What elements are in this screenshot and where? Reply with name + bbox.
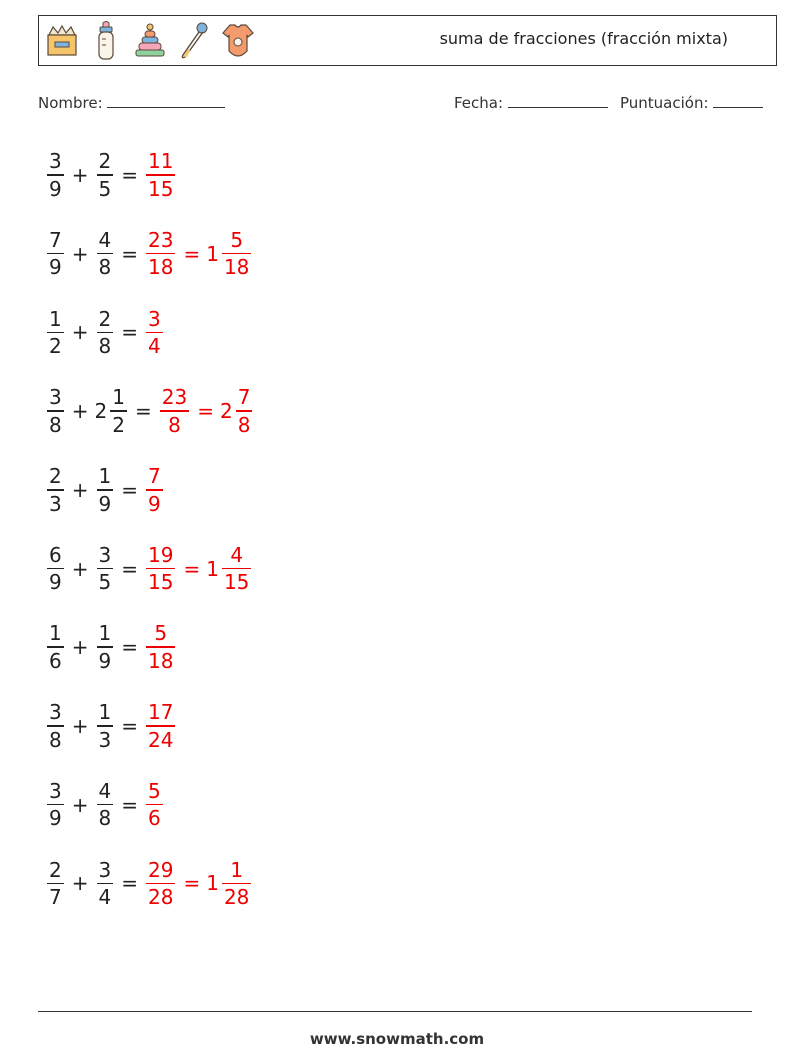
denominator: 9 [49,176,62,201]
denominator: 9 [49,806,62,831]
answer-fraction [146,466,163,514]
equals-sign: = [121,871,138,896]
equals-sign: = [183,241,201,266]
numerator: 23 [148,227,174,252]
denominator: 15 [148,176,174,201]
numerator: 5 [154,621,168,646]
denominator: 2 [49,334,62,359]
plus-sign: + [71,792,89,817]
baby-bodysuit-icon [219,19,257,63]
denominator: 15 [223,570,250,595]
addend-fraction [47,857,64,910]
denominator: 18 [223,255,250,280]
problem-row [45,460,165,520]
addend-fraction [97,857,114,910]
numerator: 11 [148,149,174,174]
numerator: 4 [230,542,244,567]
problem-row [45,617,177,677]
mixed-whole-number: 2 [219,399,233,424]
denominator: 8 [49,412,62,437]
denominator: 9 [98,491,112,516]
plus-sign: + [71,871,89,896]
addend-fraction [97,778,114,831]
numerator: 2 [49,464,62,489]
answer-fraction [146,227,175,280]
denominator: 3 [49,491,62,516]
denominator: 18 [148,255,174,280]
equals-sign: = [197,399,214,424]
mixed-answer-fraction [222,857,251,910]
addend-fraction [47,778,64,831]
equals-sign: = [121,320,138,345]
stacking-rings-toy-icon [131,19,169,63]
safety-pin-icon [175,19,213,63]
addend-fraction [47,542,64,595]
numerator: 3 [49,149,62,174]
numerator: 2 [98,149,112,174]
denominator: 15 [148,570,174,595]
numerator: 1 [49,306,62,331]
score-label: Puntuación: [620,94,709,112]
numerator: 4 [98,227,112,252]
problem-row [45,381,254,441]
numerator: 6 [49,542,62,567]
addend-fraction [47,466,64,514]
plus-sign: + [71,399,89,424]
addend-fraction [47,702,64,750]
addend-fraction [97,542,114,595]
numerator: 1 [98,621,112,646]
mixed-answer-fraction [236,387,253,435]
numerator: 1 [230,857,244,882]
numerator: 7 [237,385,251,410]
answer-fraction [146,542,175,595]
plus-sign: + [71,163,89,187]
numerator: 3 [98,857,112,882]
equals-sign: = [183,871,201,896]
denominator: 2 [112,412,125,437]
addend-fraction [47,623,64,671]
denominator: 8 [49,727,62,752]
tissue-box-icon [43,19,81,63]
addend-fraction [97,306,114,359]
answer-fraction [160,387,189,435]
problem-row [45,224,253,284]
numerator: 3 [49,385,62,410]
numerator: 3 [98,542,112,567]
mixed-whole-number: 1 [206,556,219,581]
score-field [620,93,763,112]
denominator: 8 [98,334,112,359]
addend-fraction [47,306,64,359]
mixed-whole-number: 1 [206,241,219,266]
denominator: 8 [98,255,112,280]
addend-fraction [47,151,64,199]
score-blank [713,93,763,108]
addend-fraction [97,623,114,671]
baby-bottle-icon [87,19,125,63]
numerator: 1 [49,621,62,646]
denominator: 4 [148,334,161,359]
numerator: 7 [148,464,161,489]
plus-sign: + [71,556,89,581]
denominator: 3 [98,727,112,752]
problem-row [45,853,253,913]
whole-number: 2 [94,399,108,424]
denominator: 5 [98,570,112,595]
numerator: 1 [112,385,125,410]
name-blank [107,93,225,108]
equals-sign: = [121,163,138,187]
problem-row [45,696,177,756]
mixed-answer-fraction [222,542,251,595]
problem-row [45,302,165,362]
numerator: 5 [148,778,161,803]
plus-sign: + [71,713,89,738]
denominator: 28 [223,885,250,910]
addend-fraction [47,227,64,280]
equals-sign: = [121,792,138,817]
numerator: 2 [98,306,112,331]
equals-sign: = [183,556,201,581]
numerator: 17 [148,700,174,725]
answer-fraction [146,306,163,359]
numerator: 1 [98,700,112,725]
numerator: 5 [230,227,244,252]
denominator: 9 [98,648,112,673]
denominator: 7 [49,885,62,910]
addend-fraction [97,466,114,514]
equals-sign: = [121,241,138,266]
denominator: 9 [49,255,62,280]
answer-fraction [146,857,175,910]
denominator: 24 [148,727,174,752]
problem-row [45,775,165,835]
addend-fraction [97,227,114,280]
equals-sign: = [121,713,138,738]
denominator: 6 [49,648,62,673]
footer-site: www.snowmath.com [309,1030,485,1048]
equals-sign: = [121,477,138,502]
addend-fraction [47,387,64,435]
denominator: 9 [148,491,161,516]
numerator: 7 [49,227,62,252]
answer-fraction [146,702,175,750]
denominator: 9 [49,570,62,595]
answer-fraction [146,778,163,831]
numerator: 3 [49,700,62,725]
denominator: 8 [237,412,251,437]
answer-fraction [146,623,175,671]
denominator: 4 [98,885,112,910]
numerator: 29 [148,857,174,882]
name-label: Nombre: [38,94,103,112]
denominator: 6 [148,806,161,831]
mixed-whole-number: 1 [206,871,219,896]
worksheet-title: suma de fracciones (fracción mixta) [439,29,728,48]
numerator: 2 [49,857,62,882]
plus-sign: + [71,635,89,660]
equals-sign: = [121,556,138,581]
name-field [38,93,225,112]
header-icons [43,19,257,63]
mixed-answer-fraction [222,227,251,280]
denominator: 8 [98,806,112,831]
denominator: 28 [148,885,174,910]
addend-fraction [110,387,127,435]
answer-fraction [146,151,175,199]
addend-fraction [97,151,114,199]
numerator: 4 [98,778,112,803]
denominator: 18 [148,648,174,673]
equals-sign: = [121,635,138,660]
problem-row [45,145,177,205]
worksheet-header [38,15,777,66]
numerator: 1 [98,464,112,489]
plus-sign: + [71,320,89,345]
date-blank [508,93,608,108]
plus-sign: + [71,241,89,266]
numerator: 19 [148,542,174,567]
plus-sign: + [71,477,89,502]
numerator: 3 [148,306,161,331]
addend-fraction [97,702,114,750]
date-label: Fecha: [454,94,504,112]
denominator: 8 [168,412,181,437]
numerator: 23 [161,385,188,410]
equals-sign: = [134,399,152,424]
problem-row [45,539,253,599]
denominator: 5 [98,176,112,201]
date-field [454,93,608,112]
numerator: 3 [49,778,62,803]
footer-divider [38,1011,752,1012]
